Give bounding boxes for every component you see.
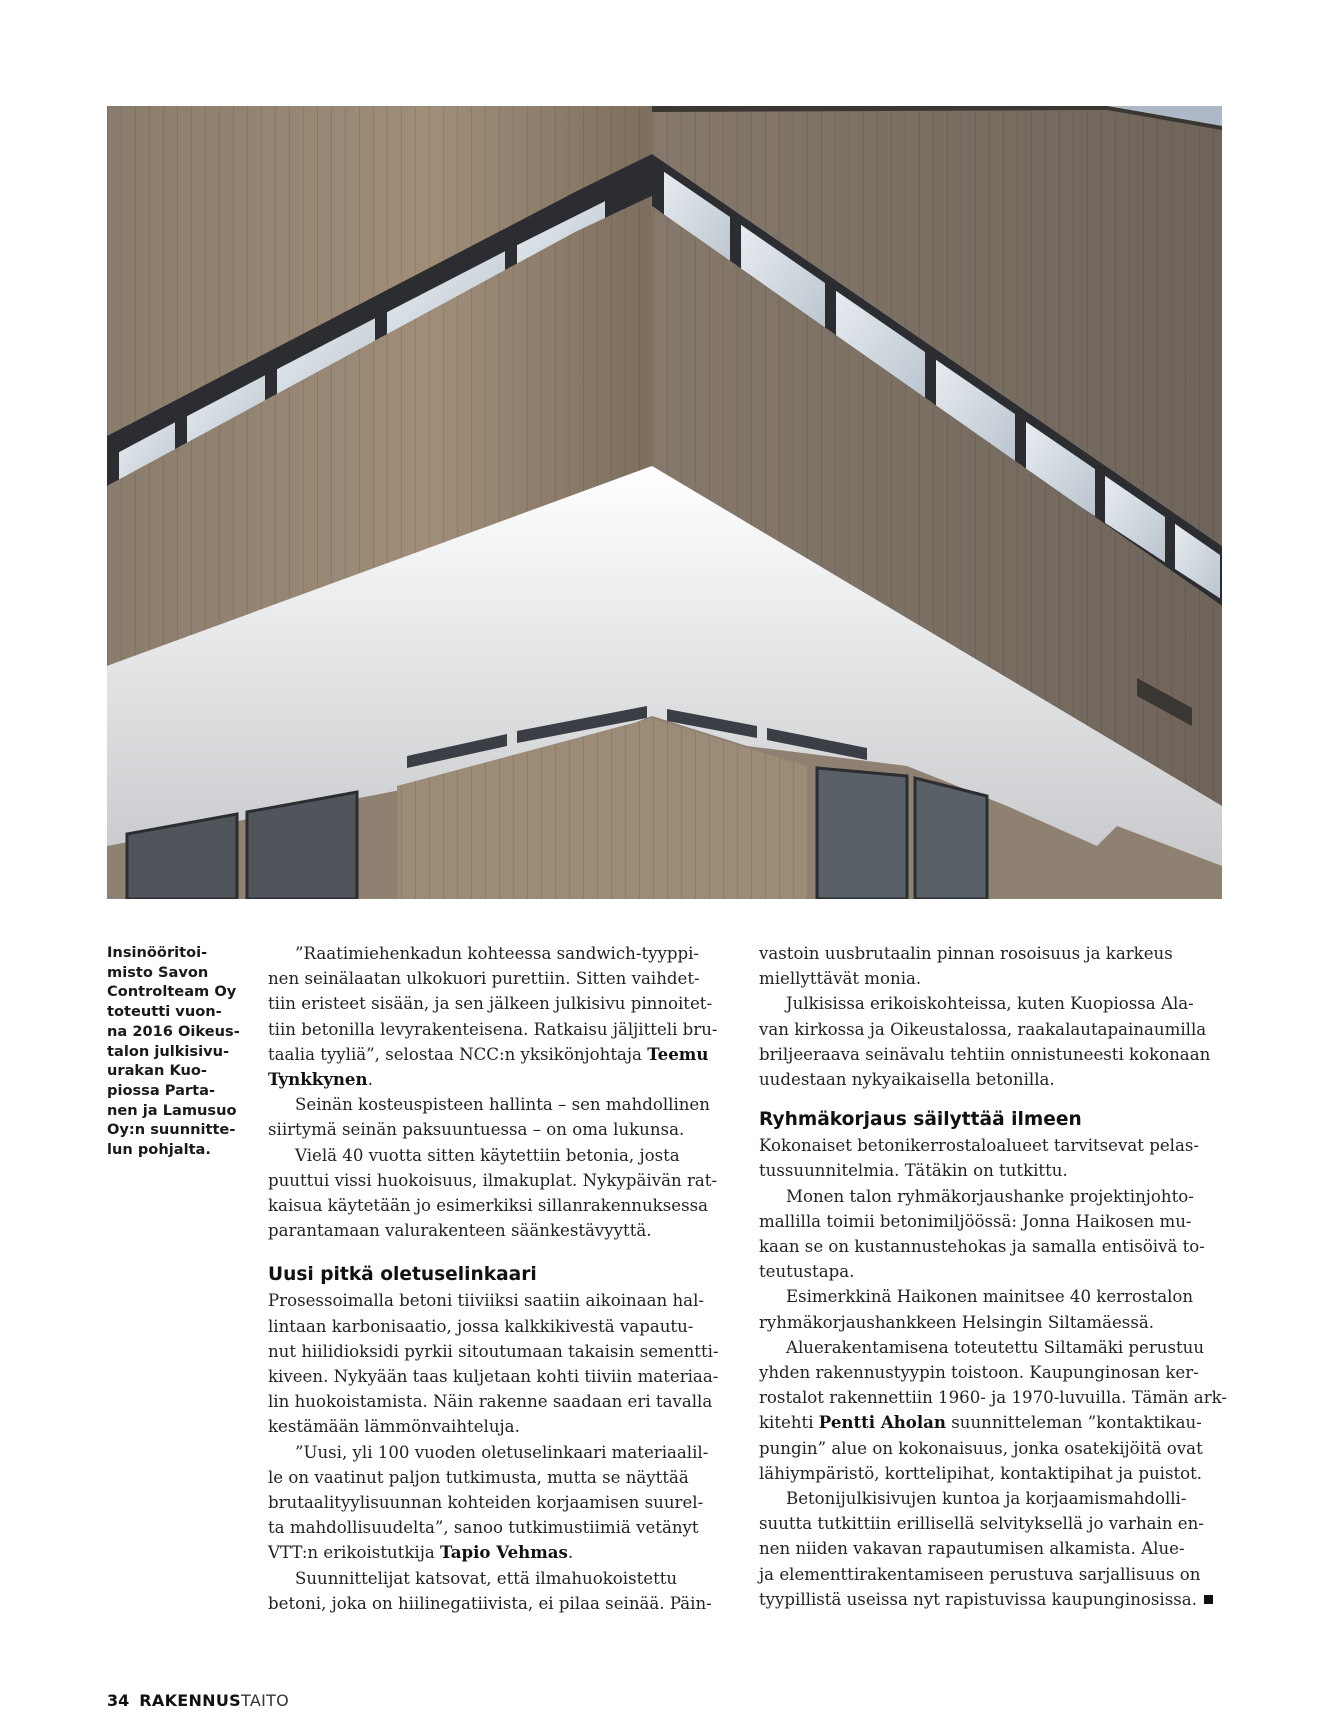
body-line: Betonijulkisivujen kuntoa ja korjaamismahdolli- [786,1489,1187,1509]
body-line: ”Uusi, yli 100 vuoden oletuselinkaari materiaalil- [295,1442,709,1462]
building-photo [107,106,1222,899]
body-line: tiin betonilla levyrakenteisena. Ratkaisu jäljitteli bru- [268,1019,718,1039]
body-line: le on vaatinut paljon tutkimusta, mutta se näyttää [268,1467,689,1487]
body-line: lähiympäristö, korttelipihat, kontaktipihat ja puistot. [759,1463,1203,1483]
body-text: suunnitteleman ”kontaktikau- [946,1413,1202,1433]
body-line: siirtymä seinän paksuuntuessa – on oma lukunsa. [268,1120,685,1140]
body-line: Monen talon ryhmäkorjaushanke projektinjohto- [786,1186,1194,1206]
body-line: miellyttävät monia. [759,969,922,989]
body-line [759,1410,1219,1435]
body-line: pungin” alue on kokonaisuus, jonka osatekijöitä ovat [759,1438,1203,1458]
body-line: briljeeraava seinävalu tehtiin onnistuneesti kokonaan [759,1044,1211,1064]
person-name-teemu: Teemu [647,1043,709,1064]
body-line [268,1042,728,1067]
body-text: . [567,1543,574,1563]
article-column-1 [268,941,728,1616]
body-line: nen niiden vakavan rapautumisen alkamista. Alue- [759,1539,1185,1559]
body-line: nen seinälaatan ulkokuori purettiin. Sitten vaihdet- [268,969,700,989]
body-line: uudestaan nykyaikaisella betonilla. [759,1070,1055,1090]
spacer [268,1243,728,1261]
caption-line: Insinööritoi- [107,944,208,961]
body-line: Seinän kosteuspisteen hallinta – sen mahdollinen [295,1095,710,1115]
body-text: . [367,1070,373,1090]
body-text: kitehti [759,1413,819,1433]
body-line: brutaalityylisuunnan kohteiden korjaamisen suurel- [268,1493,704,1513]
body-line: ryhmäkorjaushankkeen Helsingin Siltamäessä. [759,1312,1155,1332]
caption-line: nen ja Lamusuo [107,1101,237,1119]
article-column-2 [759,941,1227,1612]
body-text: tyypillistä useissa nyt rapistuvissa kaupunginosissa. [759,1589,1197,1609]
caption-line: Oy:n suunnitte- [107,1121,236,1139]
caption-line: piossa Parta- [107,1081,216,1099]
body-line: Kokonaiset betonikerrostaloalueet tarvitsevat pelas- [759,1136,1199,1156]
caption-line: toteutti vuon- [107,1003,222,1021]
body-line [268,1067,728,1092]
end-of-article-square-icon [1204,1595,1213,1604]
body-line: kaan se on kustannustehokas ja samalla entisöivä to- [759,1237,1205,1257]
caption-line: Controlteam Oy [107,983,237,1001]
magazine-name-bold: RAKENNUS [139,1691,241,1710]
body-line: yhden rakennustyypin toistoon. Kaupunginosan ker- [759,1363,1199,1383]
person-name-aholan: Pentti Aholan [818,1412,946,1433]
magazine-name-light: TAITO [241,1691,290,1710]
body-line: suutta tutkittiin erillisellä selvityksellä jo varhain en- [759,1514,1204,1534]
body-line: Aluerakentamisena toteutettu Siltamäki perustuu [786,1337,1205,1357]
body-line: van kirkossa ja Oikeustalossa, raakalautapainaumilla [759,1019,1207,1039]
section-heading: Ryhmäkorjaus säilyttää ilmeen [759,1109,1082,1131]
body-line: parantamaan valurakenteen säänkestävyyttä. [268,1221,652,1241]
body-line: tussuunnitelmia. Tätäkin on tutkittu. [759,1161,1068,1181]
body-line: betoni, joka on hiilinegatiivista, ei pilaa seinää. Päin- [268,1593,712,1613]
body-line: nut hiilidioksidi pyrkii sitoutumaan takaisin sementti- [268,1341,719,1361]
body-line: mallilla toimii betonimiljöössä: Jonna Haikosen mu- [759,1211,1192,1231]
body-line: ”Raatimiehenkadun kohteessa sandwich-tyyppi- [295,944,700,963]
caption-line: talon julkisivu- [107,1042,230,1060]
body-line: Vielä 40 vuotta sitten käytettiin betonia, josta [295,1145,680,1165]
page-footer [107,1691,289,1710]
body-line: kaisua käytetään jo esimerkiksi sillanrakennuksessa [268,1196,709,1216]
body-text: VTT:n erikoistutkija [268,1543,441,1563]
body-line: vastoin uusbrutaalin pinnan rosoisuus ja karkeus [759,944,1173,963]
body-line: lintaan karbonisaatio, jossa kalkkikivestä vapautu- [268,1316,694,1336]
body-line [268,1540,728,1565]
body-line: tiin eristeet sisään, ja sen jälkeen julkisivu pinnoitet- [268,994,713,1014]
body-line: rostalot rakennettiin 1960- ja 1970-luvuilla. Tämän ark- [759,1388,1227,1408]
body-line: ja elementtirakentamiseen perustuva sarjallisuus on [759,1564,1201,1584]
body-line: kestämään lämmönvaihteluja. [268,1417,520,1437]
body-line: Julkisissa erikoiskohteissa, kuten Kuopiossa Ala- [786,994,1194,1014]
person-name-vehmas: Tapio Vehmas [440,1542,568,1563]
body-line [759,1587,1219,1612]
body-line: teutustapa. [759,1262,855,1282]
body-line: kiveen. Nykyään taas kuljetaan kohti tiiviin materiaa- [268,1367,719,1387]
caption-line: misto Savon [107,963,209,981]
caption-line: lun pohjalta. [107,1141,211,1159]
caption-line: na 2016 Oikeus- [107,1022,240,1040]
body-line: Esimerkkinä Haikonen mainitsee 40 kerrostalon [786,1287,1194,1307]
body-text: taalia tyyliä”, selostaa NCC:n yksikönjohtaja [268,1044,648,1064]
body-line: Suunnittelijat katsovat, että ilmahuokoistettu [295,1568,678,1588]
body-line: Prosessoimalla betoni tiiviiksi saatiin aikoinaan hal- [268,1291,704,1311]
person-name-tynkkynen: Tynkkynen [268,1069,368,1090]
building-photo-illustration [107,106,1222,899]
body-line: ta mahdollisuudelta”, sanoo tutkimustiimiä vetänyt [268,1518,699,1538]
section-heading: Uusi pitkä oletuselinkaari [268,1264,537,1286]
body-line: puuttui vissi huokoisuus, ilmakuplat. Nykypäivän rat- [268,1170,718,1190]
page-number: 34 [107,1691,130,1710]
caption-line: urakan Kuo- [107,1062,207,1080]
body-line: lin huokoistamista. Näin rakenne saadaan eri tavalla [268,1392,713,1412]
photo-caption [107,943,247,1160]
spacer [759,1092,1219,1106]
